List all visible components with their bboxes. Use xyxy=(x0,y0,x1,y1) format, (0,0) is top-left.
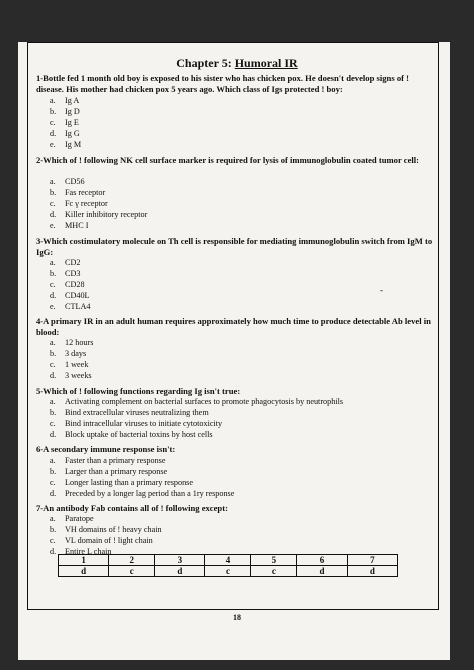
page-number: 18 xyxy=(233,613,241,622)
q4-option-a: a. 12 hours xyxy=(50,338,94,347)
answer-key-number: 3 xyxy=(155,555,205,566)
q7-option-b: b. VH domains of ! heavy chain xyxy=(50,525,162,534)
answer-key-answers-row xyxy=(59,566,398,577)
answer-key-table xyxy=(58,554,398,577)
q5-option-b: b. Bind extracellular viruses neutralizing them xyxy=(50,408,209,417)
question-4: 4-A primary IR in an adult human requires approximately how much time to produce detectable Ab level in blood: xyxy=(36,316,431,337)
answer-key-number: 1 xyxy=(59,555,109,566)
question-1: 1-Bottle fed 1 month old boy is exposed to his sister who has chicken pox. He doesn't develop signs of ! disease. His mother had chicken pox 5 years ago. Which class of Igs protected ! boy: xyxy=(36,73,409,94)
question-2: 2-Which of ! following NK cell surface marker is required for lysis of immunoglobulin coated tumor cell: xyxy=(36,155,420,165)
stray-mark: - xyxy=(380,285,383,295)
question-6: 6-A secondary immune response isn't: xyxy=(36,444,176,454)
answer-key-answer: c xyxy=(205,566,251,577)
q3-option-e: e. CTLA4 xyxy=(50,302,91,311)
q6-option-a: a. Faster than a primary response xyxy=(50,456,166,465)
q7-option-c: c. VL domain of ! light chain xyxy=(50,536,153,545)
question-3: 3-Which costimulatory molecule on Th cell is responsible for mediating immunoglobulin switch from IgM to IgG: xyxy=(36,236,433,257)
q5-option-c: c. Bind intracellular viruses to initiate cytotoxicity xyxy=(50,419,223,428)
chapter-title: Chapter 5: Humoral IR xyxy=(176,56,298,70)
q2-option-a: a. CD56 xyxy=(50,177,85,186)
question-5: 5-Which of ! following functions regarding Ig isn't true: xyxy=(36,386,241,396)
q4-option-c: c. 1 week xyxy=(50,360,89,369)
q2-option-b: b. Fas receptor xyxy=(50,188,106,197)
question-7: 7-An antibody Fab contains all of ! following except: xyxy=(36,503,228,513)
answer-key-number: 2 xyxy=(109,555,155,566)
answer-key-number: 7 xyxy=(347,555,397,566)
q7-option-d: d. Entire L chain xyxy=(50,547,112,556)
q4-option-b: b. 3 days xyxy=(50,349,87,358)
answer-key-number: 5 xyxy=(251,555,297,566)
q1-option-c: c. Ig E xyxy=(50,118,79,127)
answer-key-answer: c xyxy=(109,566,155,577)
q2-option-c: c. Fc γ receptor xyxy=(50,199,108,208)
q5-option-d: d. Block uptake of bacterial toxins by host cells xyxy=(50,430,213,439)
q6-option-c: c. Longer lasting than a primary response xyxy=(50,478,194,487)
q3-option-d: d. CD40L xyxy=(50,291,90,300)
q3-option-b: b. CD3 xyxy=(50,269,81,278)
answer-key-number: 4 xyxy=(205,555,251,566)
q6-option-d: d. Preceded by a longer lag period than a 1ry response xyxy=(50,489,235,498)
q4-option-d: d. 3 weeks xyxy=(50,371,92,380)
q3-option-a: a. CD2 xyxy=(50,258,81,267)
answer-key-answer: d xyxy=(347,566,397,577)
answer-key-answer: d xyxy=(297,566,347,577)
q1-option-e: e. Ig M xyxy=(50,140,82,149)
q7-option-a: a. Paratope xyxy=(50,514,94,523)
answer-key-numbers-row xyxy=(59,555,398,566)
q1-option-b: b. Ig D xyxy=(50,107,80,116)
q2-option-d: d. Killer inhibitory receptor xyxy=(50,210,148,219)
q3-option-c: c. CD28 xyxy=(50,280,85,289)
q1-option-a: a. Ig A xyxy=(50,96,80,105)
q1-option-d: d. Ig G xyxy=(50,129,80,138)
answer-key-answer: d xyxy=(59,566,109,577)
answer-key-answer: d xyxy=(155,566,205,577)
q6-option-b: b. Larger than a primary response xyxy=(50,467,168,476)
q2-option-e: e. MHC I xyxy=(50,221,89,230)
answer-key-number: 6 xyxy=(297,555,347,566)
q5-option-a: a. Activating complement on bacterial surfaces to promote phagocytosis by neutrophils xyxy=(50,397,344,406)
answer-key-answer: c xyxy=(251,566,297,577)
